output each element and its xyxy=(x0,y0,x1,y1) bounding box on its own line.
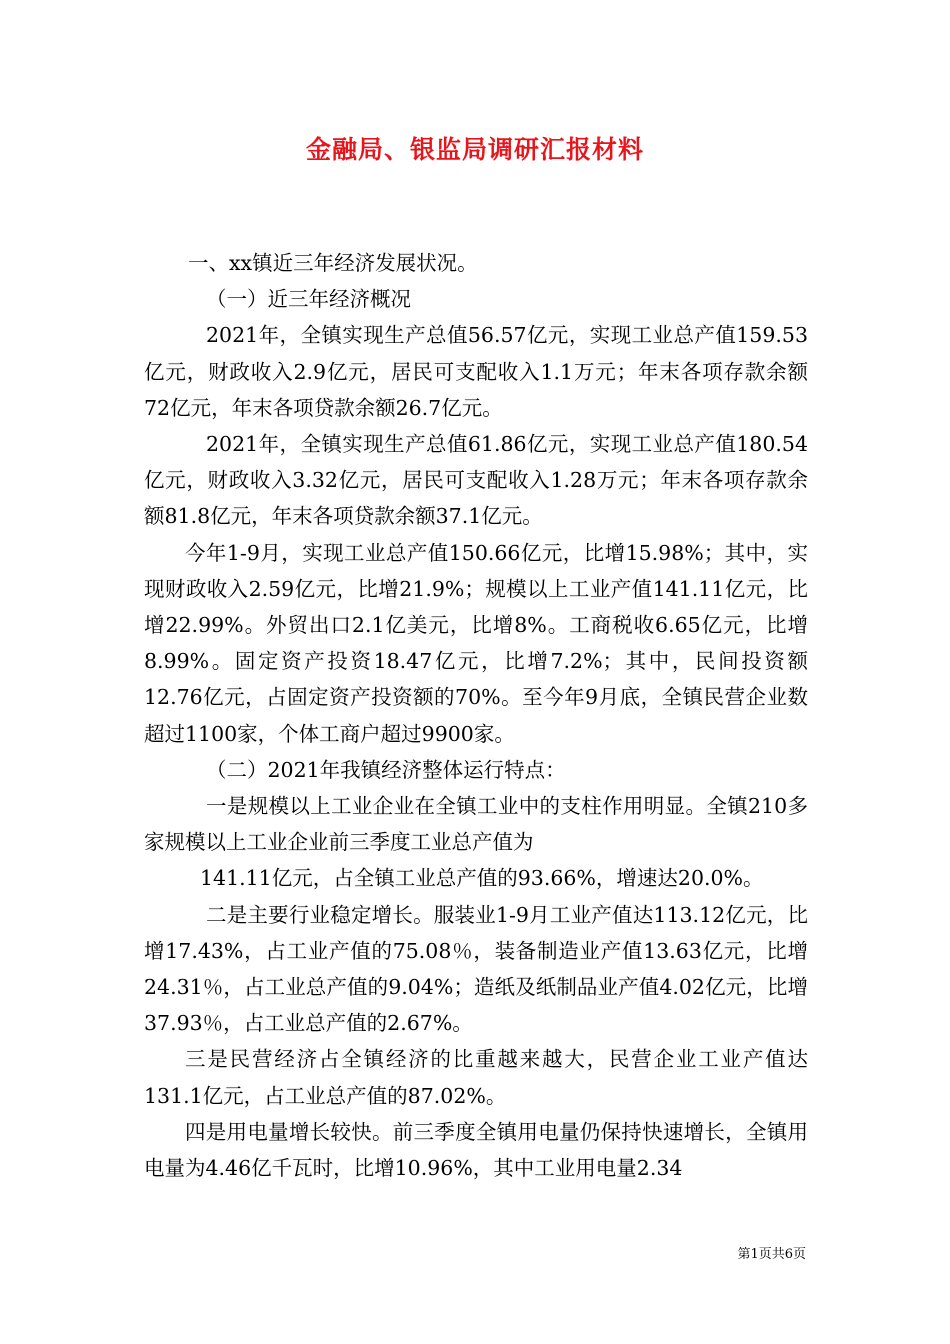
paragraph-point-1: 一是规模以上工业企业在全镇工业中的支柱作用明显。全镇210多家规模以上工业企业前三季度工业总产值为 xyxy=(144,794,808,855)
paragraph-point-4: 四是用电量增长较快。前三季度全镇用电量仍保持快速增长，全镇用电量为4.46亿千瓦时，比增10.96%，其中工业用电量2.34 xyxy=(144,1119,808,1181)
document-title: 金融局、银监局调研汇报材料 xyxy=(305,135,644,164)
paragraph-2021-a: 2021年，全镇实现生产总值56.57亿元，实现工业总产值159.53亿元，财政收入2.9亿元，居民可支配收入1.1万元；年末各项存款余额72亿元，年末各项贷款余额26.7亿元。 xyxy=(144,323,808,420)
section-heading-1: 一、xx镇近三年经济发展状况。 xyxy=(188,251,478,275)
paragraph-point-3: 三是民营经济占全镇经济的比重越来越大，民营企业工业产值达131.1亿元，占工业总产值的87.02%。 xyxy=(144,1047,808,1108)
subsection-heading-1: （一）近三年经济概况 xyxy=(206,287,411,312)
subsection-heading-2: （二）2021年我镇经济整体运行特点： xyxy=(206,757,566,782)
document-body xyxy=(144,245,808,1186)
paragraph-point-1-cont: 141.11亿元，占全镇工业总产值的93.66%，增速达20.0%。 xyxy=(200,866,764,891)
paragraph-this-year: 今年1-9月，实现工业总产值150.66亿元，比增15.98%；其中，实现财政收入2.59亿元，比增21.9%；规模以上工业产值141.11亿元，比增22.99%。外贸出口2.1亿美元，比增8%。工商税收6.65亿元，比增8.99%。固定资产投资18.47亿元，比增7.2%；其中，民间投资额12.76亿元，占固定资产投资额的70%。至今年9月底，全镇民营企业数超过1100家，个体工商户超过9900家。 xyxy=(144,540,808,746)
page-number: 第1页共6页 xyxy=(737,1247,806,1262)
paragraph-2021-b: 2021年，全镇实现生产总值61.86亿元，实现工业总产值180.54亿元，财政收入3.32亿元，居民可支配收入1.28万元；年末各项存款余额81.8亿元，年末各项贷款余额37.1亿元。 xyxy=(144,432,808,529)
paragraph-point-2: 二是主要行业稳定增长。服装业1-9月工业产值达113.12亿元，比增17.43%，占工业产值的75.08％，装备制造业产值13.63亿元，比增24.31％，占工业总产值的9.04%；造纸及纸制品业产值4.02亿元，比增37.93％，占工业总产值的2.67%。 xyxy=(144,902,808,1036)
